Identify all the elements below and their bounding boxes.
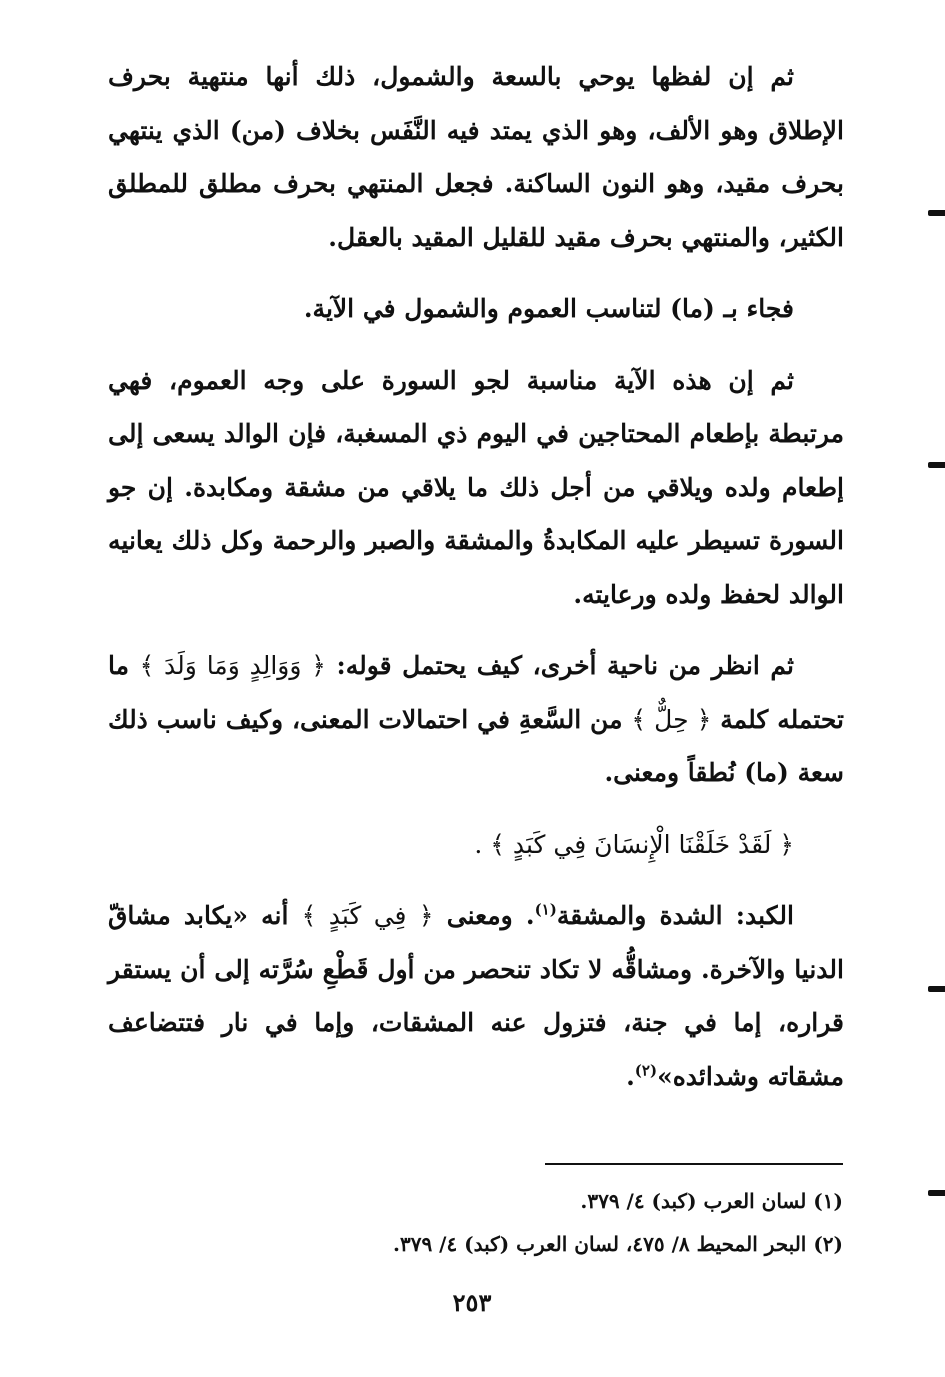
paragraph-4	[108, 639, 844, 800]
paragraph-4-text-b: ما تحتمله كلمة	[108, 651, 844, 734]
quran-quote-hill: ﴿ حِلٌّ ﴾	[631, 704, 712, 734]
paragraph-6-text-a: الكبد: الشدة والمشقة	[556, 901, 794, 930]
paragraph-4-text-c: من السَّعةِ في احتمالات المعنى، وكيف ناسب ذلك سعة (ما) نُطقاً ومعنى.	[108, 704, 844, 787]
paragraph-6-text-c: أنه «يكابد مشاقّ الدنيا والآخرة. ومشاقُّه لا تكاد تنحصر من أول قَطْعِ سُرَّته إلى أن يستقر قراره، إما في جنة، فتزول عنه المشقات، وإما في نار فتتضاعف مشقاته وشدائده»	[108, 901, 844, 1091]
footnotes	[300, 1180, 843, 1266]
paragraph-2: فجاء بـ (ما) لتناسب العموم والشمول في الآية.	[303, 294, 794, 323]
paragraph-6-text-d: .	[626, 1061, 635, 1091]
footnote-2: (٢) البحر المحيط ٨/ ٤٧٥، لسان العرب (كبد) ٤/ ٣٧٩.	[392, 1232, 843, 1256]
scan-edge-mark	[928, 210, 945, 216]
main-text	[108, 50, 844, 1121]
scan-edge-mark	[928, 462, 945, 468]
footnote-divider	[545, 1163, 843, 1165]
paragraph-1: ثم إن لفظها يوحي بالسعة والشمول، ذلك أنها منتهية بحرف الإطلاق وهو الألف، وهو الذي يمتد فيه النَّفَس بخلاف (من) الذي ينتهي بحرف مقيد، وهو النون الساكنة. فجعل المنتهي بحرف مطلق للمطلق الكثير، والمنتهي بحرف مقيد للقليل المقيد بالعقل.	[108, 62, 844, 252]
page-number: ٢٥٣	[452, 1288, 492, 1317]
quran-quote-kabad: ﴿ فِي كَبَدٍ ﴾	[301, 901, 434, 930]
verse-line: ﴿ لَقَدْ خَلَقْنَا الْإِنسَانَ فِي كَبَدٍ ﴾ .	[474, 829, 794, 859]
footnote-ref-1[interactable]: (١)	[534, 900, 557, 919]
quran-quote-walid: ﴿ وَوَالِدٍ وَمَا وَلَدَ ﴾	[139, 651, 326, 680]
paragraph-6-text-b: . ومعنى	[446, 901, 535, 930]
paragraph-3: ثم إن هذه الآية مناسبة لجو السورة على وجه العموم، فهي مرتبطة بإطعام المحتاجين في اليوم ذي المسغبة، فإن الوالد يسعى إلى إطعام ولده ويلاقي من أجل ذلك ما يلاقي من مشقة ومكابدة. إن جو السورة تسيطر عليه المكابدةُ والمشقة والصبر والرحمة وكل ذلك يعانيه الوالد لحفظ ولده ورعايته.	[108, 365, 844, 609]
paragraph-6	[108, 889, 844, 1103]
paragraph-4-text-a: ثم انظر من ناحية أخرى، كيف يحتمل قوله:	[336, 651, 794, 680]
scan-edge-mark	[928, 986, 945, 992]
scan-edge-mark	[928, 1190, 945, 1196]
footnote-ref-2[interactable]: (٢)	[634, 1061, 658, 1080]
footnote-1: (١) لسان العرب (كبد) ٤/ ٣٧٩.	[580, 1189, 843, 1213]
